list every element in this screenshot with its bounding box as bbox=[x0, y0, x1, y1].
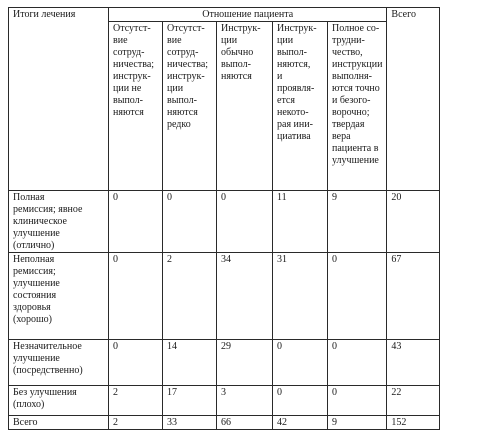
subheader-no-cooperation-rarely-followed: Отсутст- вие сотруд- ничества; инструк- ции выпол- няются редко bbox=[163, 22, 217, 191]
row-label: Незначительное улучшение (посредственно) bbox=[9, 340, 109, 386]
table-row bbox=[9, 386, 440, 416]
row-total: 67 bbox=[387, 253, 440, 340]
table-cell: 2 bbox=[163, 253, 217, 340]
table-cell: 2 bbox=[109, 416, 163, 430]
table-cell: 9 bbox=[328, 191, 387, 253]
subheader-no-cooperation-not-followed: Отсутст- вие сотруд- ничества; инструк- ции не выпол- няются bbox=[109, 22, 163, 191]
treatment-outcomes-table bbox=[8, 7, 440, 430]
table-cell: 42 bbox=[273, 416, 328, 430]
table-row bbox=[9, 191, 440, 253]
header-total: Всего bbox=[387, 8, 440, 191]
table-cell: 0 bbox=[273, 340, 328, 386]
header-patient-attitude: Отношение пациента bbox=[109, 8, 387, 22]
table-cell: 0 bbox=[217, 191, 273, 253]
table-cell: 0 bbox=[328, 340, 387, 386]
header-outcome: Итоги лечения bbox=[9, 8, 109, 191]
table-cell: 66 bbox=[217, 416, 273, 430]
row-total: 20 bbox=[387, 191, 440, 253]
row-label: Без улучшения (плохо) bbox=[9, 386, 109, 416]
table-row bbox=[9, 340, 440, 386]
totals-row bbox=[9, 416, 440, 430]
table-cell: 11 bbox=[273, 191, 328, 253]
row-label: Полная ремиссия; явное клиническое улучшение (отлично) bbox=[9, 191, 109, 253]
table-cell: 0 bbox=[328, 386, 387, 416]
table-cell: 0 bbox=[109, 191, 163, 253]
table-cell: 33 bbox=[163, 416, 217, 430]
header-row bbox=[9, 8, 440, 22]
table-row bbox=[9, 253, 440, 340]
subheader-followed-with-initiative: Инструк- ции выпол- няются, и проявля- ется некото- рая ини- циатива bbox=[273, 22, 328, 191]
row-total: 43 bbox=[387, 340, 440, 386]
table-cell: 0 bbox=[163, 191, 217, 253]
row-label: Неполная ремиссия; улучшение состояния здоровья (хорошо) bbox=[9, 253, 109, 340]
table-cell: 9 bbox=[328, 416, 387, 430]
table-cell: 0 bbox=[109, 340, 163, 386]
table-cell: 17 bbox=[163, 386, 217, 416]
subheader-full-cooperation: Полное со- трудни- чество, инструкции выполня- ются точно и безого- ворочно; твердая вера пациента в улучшение bbox=[328, 22, 387, 191]
table-cell: 2 bbox=[109, 386, 163, 416]
table-cell: 34 bbox=[217, 253, 273, 340]
row-total: 152 bbox=[387, 416, 440, 430]
table-cell: 0 bbox=[328, 253, 387, 340]
table-cell: 14 bbox=[163, 340, 217, 386]
row-total: 22 bbox=[387, 386, 440, 416]
table-cell: 0 bbox=[273, 386, 328, 416]
table-cell: 31 bbox=[273, 253, 328, 340]
row-label: Всего bbox=[9, 416, 109, 430]
table-cell: 29 bbox=[217, 340, 273, 386]
table-cell: 0 bbox=[109, 253, 163, 340]
subheader-usually-followed: Инструк- ции обычно выпол- няются bbox=[217, 22, 273, 191]
table-cell: 3 bbox=[217, 386, 273, 416]
